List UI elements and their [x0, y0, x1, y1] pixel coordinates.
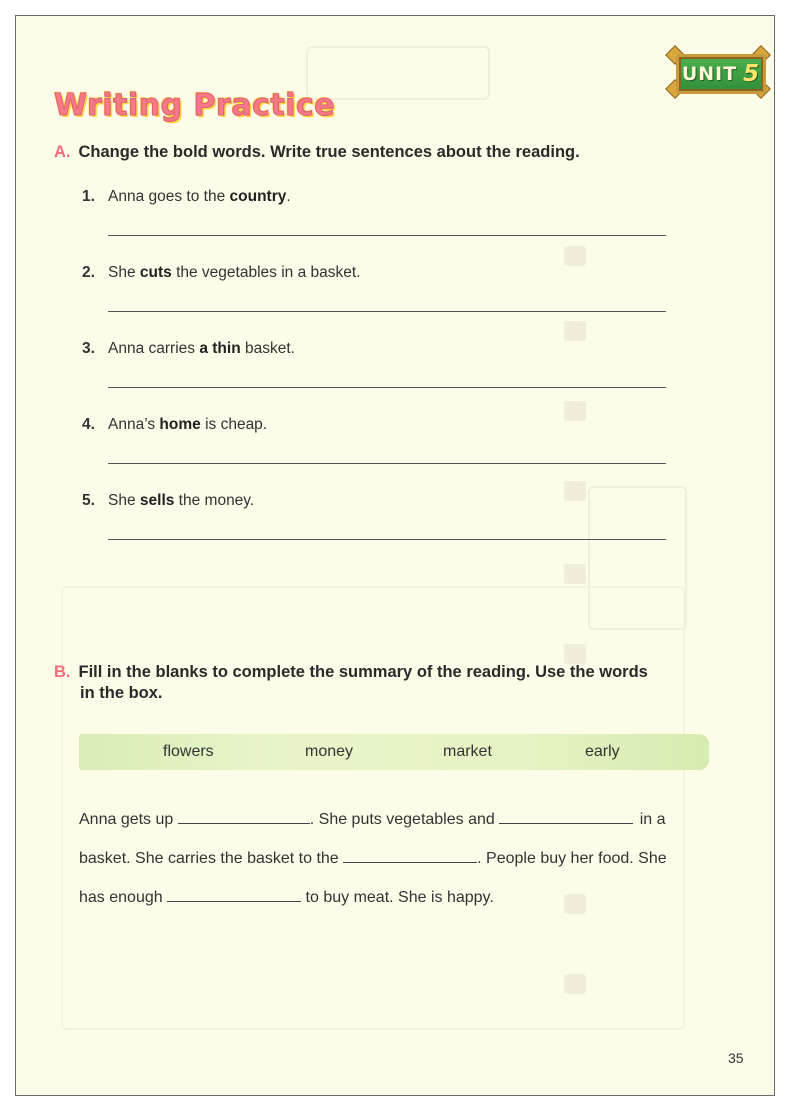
item-text-before: Anna carries	[108, 340, 200, 357]
section-a-heading	[54, 142, 580, 163]
item-text-after: basket.	[240, 340, 295, 357]
word-bank	[79, 734, 709, 770]
item-number: 5.	[82, 492, 95, 509]
bleed-through-mark	[564, 321, 586, 341]
unit-label	[676, 54, 766, 94]
answer-line[interactable]	[108, 539, 666, 540]
summary-text: . People buy her food. She	[477, 850, 667, 867]
item-text-before: She	[108, 492, 140, 509]
page-number: 35	[728, 1050, 744, 1066]
exercise-item	[82, 188, 291, 206]
answer-line[interactable]	[108, 387, 666, 388]
summary-line	[79, 848, 759, 868]
item-number: 2.	[82, 264, 95, 281]
item-text-after: the money.	[174, 492, 255, 509]
unit-badge	[662, 44, 770, 98]
bleed-through-mark	[564, 564, 586, 584]
section-b-instruction-line2: in the box.	[80, 684, 163, 702]
word-bank-item: market	[443, 743, 492, 760]
word-bank-item: money	[305, 743, 354, 760]
item-text-before: Anna’s	[108, 416, 160, 433]
item-text-before: She	[108, 264, 140, 281]
bleed-through-box	[61, 586, 685, 1030]
fill-blank[interactable]	[499, 809, 633, 824]
page-title: Writing Practice	[54, 88, 336, 123]
bleed-through-mark	[564, 481, 586, 501]
item-text-after: the vegetables in a basket.	[171, 264, 361, 281]
section-b-instruction-line1: Fill in the blanks to complete the summary of the reading. Use the words	[78, 663, 648, 681]
fill-blank[interactable]	[167, 887, 301, 902]
summary-text: Anna gets up	[79, 811, 174, 828]
answer-line[interactable]	[108, 463, 666, 464]
exercise-item	[82, 340, 295, 358]
answer-line[interactable]	[108, 235, 666, 236]
item-bold-word: a thin	[199, 340, 241, 357]
word-bank-item: early	[585, 743, 620, 760]
item-number: 4.	[82, 416, 95, 433]
item-number: 1.	[82, 188, 95, 205]
unit-word: UNIT	[681, 63, 738, 85]
bleed-through-mark	[564, 246, 586, 266]
section-b-heading	[54, 662, 648, 704]
exercise-item	[82, 416, 267, 434]
section-a-instruction: Change the bold words. Write true sentences about the reading.	[78, 143, 580, 161]
item-bold-word: sells	[139, 492, 175, 509]
summary-line	[79, 809, 759, 829]
summary-text: . She puts vegetables and	[309, 811, 495, 828]
unit-number: 5	[743, 61, 761, 87]
summary-text: to buy meat. She is happy.	[305, 889, 494, 906]
answer-line[interactable]	[108, 311, 666, 312]
item-bold-word: home	[159, 416, 201, 433]
item-number: 3.	[82, 340, 95, 357]
word-bank-item: flowers	[163, 743, 214, 760]
section-a-letter: A.	[54, 143, 71, 161]
exercise-item	[82, 492, 254, 510]
section-b-letter: B.	[54, 663, 71, 681]
worksheet-page	[15, 15, 775, 1096]
summary-text: has enough	[79, 889, 163, 906]
fill-blank[interactable]	[178, 809, 310, 824]
fill-blank[interactable]	[343, 848, 477, 863]
item-text-before: Anna goes to the	[108, 188, 230, 205]
summary-line	[79, 887, 759, 907]
item-text-after: .	[286, 188, 291, 205]
summary-text: basket. She carries the basket to the	[79, 850, 339, 867]
summary-text: in a	[639, 811, 666, 828]
bleed-through-mark	[564, 401, 586, 421]
item-bold-word: country	[229, 188, 287, 205]
item-bold-word: cuts	[139, 264, 172, 281]
item-text-after: is cheap.	[200, 416, 268, 433]
exercise-item	[82, 264, 360, 282]
